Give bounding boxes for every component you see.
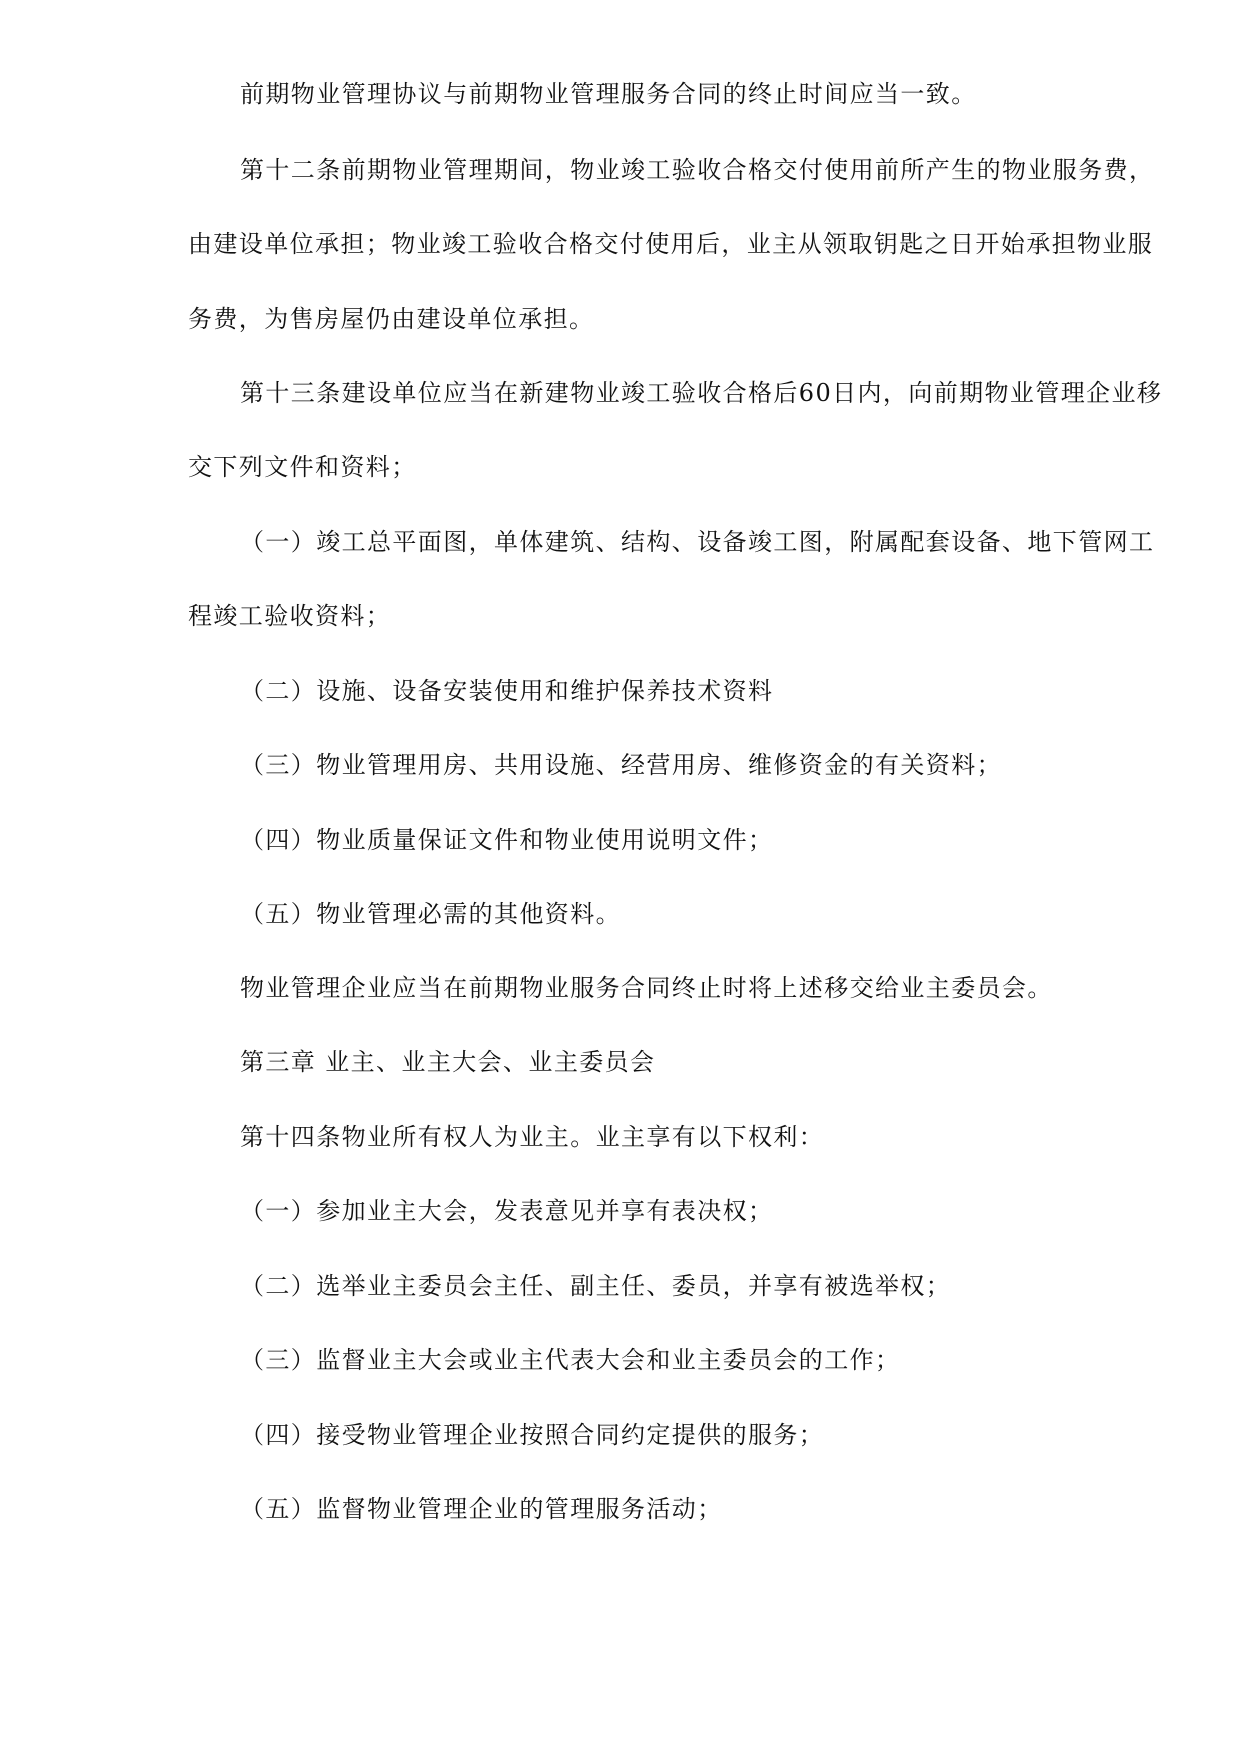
list-item: （一）参加业主大会，发表意见并享有表决权；: [240, 1197, 774, 1225]
paragraph-line: 前期物业管理协议与前期物业管理服务合同的终止时间应当一致。: [240, 80, 977, 108]
paragraph-line: 交下列文件和资料；: [188, 453, 417, 481]
paragraph-line: （二）设施、设备安装使用和维护保养技术资料: [240, 677, 774, 705]
paragraph-line: 物业管理企业应当在前期物业服务合同终止时将上述移交给业主委员会。: [240, 974, 1053, 1002]
list-item: （五）监督物业管理企业的管理服务活动；: [240, 1495, 723, 1523]
paragraph-line: 第十三条建设单位应当在新建物业竣工验收合格后60日内，向前期物业管理企业移: [240, 379, 1163, 407]
paragraph-line: （四）物业质量保证文件和物业使用说明文件；: [240, 826, 774, 854]
paragraph-line: 第十四条物业所有权人为业主。业主享有以下权利：: [240, 1123, 825, 1151]
paragraph-line: 由建设单位承担；物业竣工验收合格交付使用后，业主从领取钥匙之日开始承担物业服: [188, 230, 1154, 258]
paragraph-line: （五）物业管理必需的其他资料。: [240, 900, 621, 928]
paragraph-line: （一）竣工总平面图，单体建筑、结构、设备竣工图，附属配套设备、地下管网工: [240, 528, 1155, 556]
paragraph-line: 程竣工验收资料；: [188, 602, 392, 630]
chapter-heading: 第三章 业主、业主大会、业主委员会: [240, 1048, 656, 1076]
list-item: （二）选举业主委员会主任、副主任、委员，并享有被选举权；: [240, 1272, 952, 1300]
paragraph-line: （三）物业管理用房、共用设施、经营用房、维修资金的有关资料；: [240, 751, 1002, 779]
paragraph-line: 务费，为售房屋仍由建设单位承担。: [188, 305, 595, 333]
list-item: （四）接受物业管理企业按照合同约定提供的服务；: [240, 1421, 825, 1449]
paragraph-line: 第十二条前期物业管理期间，物业竣工验收合格交付使用前所产生的物业服务费，: [240, 156, 1155, 184]
list-item: （三）监督业主大会或业主代表大会和业主委员会的工作；: [240, 1346, 901, 1374]
